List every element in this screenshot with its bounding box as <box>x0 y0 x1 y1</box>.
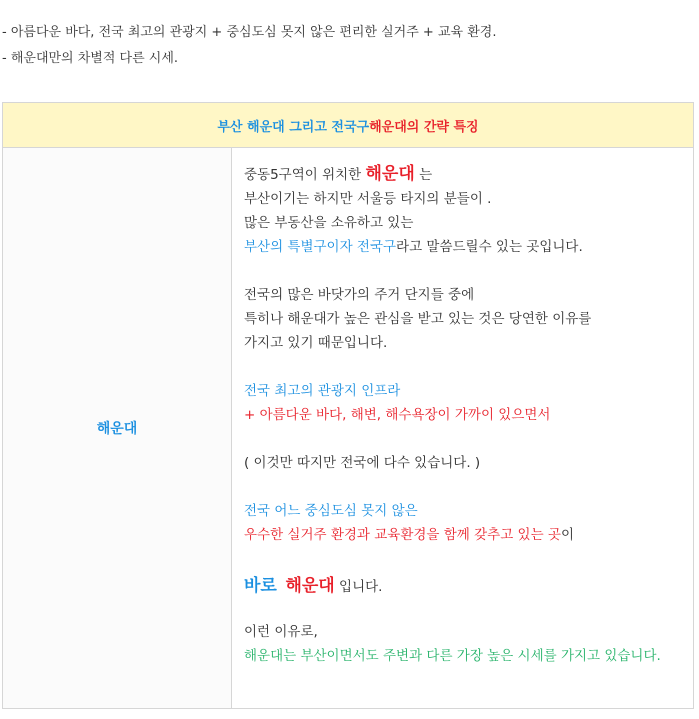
intro-text <box>2 20 496 72</box>
header-text-red: 해운대의 간략 특징 <box>369 119 479 135</box>
text-span: 이 <box>560 527 574 543</box>
header-text-blue: 부산 해운대 그리고 전국구 <box>217 119 370 135</box>
content-line: 전국 어느 중심도심 못지 않은 <box>244 503 418 519</box>
content-cell <box>232 148 693 708</box>
text-span-red: 우수한 실거주 환경과 교육환경을 함께 갖추고 있는 곳 <box>244 527 561 543</box>
highlight-haeundae: 해운대 <box>365 164 415 184</box>
content-line: 특히나 해운대가 높은 관심을 받고 있는 것은 당연한 이유를 <box>244 311 592 327</box>
content-line: 전국 최고의 관광지 인프라 <box>244 383 401 399</box>
content-line: 부산이기는 하지만 서울등 타지의 분들이 . <box>244 191 492 207</box>
content-line <box>244 571 681 602</box>
text-span: 라고 말씀드릴수 있는 곳입니다. <box>396 239 583 255</box>
content-line <box>244 162 681 187</box>
table-body <box>3 148 693 708</box>
text-span: 는 <box>419 167 433 183</box>
intro-line-1: - 아름다운 바다, 전국 최고의 관광지 + 중심도심 못지 않은 편리한 실거주 + 교육 환경. <box>2 25 497 40</box>
text-span: 입니다. <box>334 579 383 595</box>
text-span-blue: 부산의 특별구이자 전국구 <box>244 239 397 255</box>
table-header <box>3 103 693 148</box>
content-line: 전국의 많은 바닷가의 주거 단지들 중에 <box>244 287 475 303</box>
content-line: 이런 이유로, <box>244 624 318 640</box>
content-line: ( 이것만 따지만 전국에 다수 있습니다. ) <box>244 455 481 471</box>
highlight-baro: 바로 <box>244 576 277 596</box>
content-line: 많은 부동산을 소유하고 있는 <box>244 215 414 231</box>
row-label: 해운대 <box>96 421 138 437</box>
content-line <box>244 523 681 547</box>
content-line: + 아름다운 바다, 해변, 해수욕장이 가까이 있으면서 <box>244 407 551 423</box>
feature-table <box>2 102 694 709</box>
content-line: 가지고 있기 때문입니다. <box>244 335 388 351</box>
row-label-cell <box>3 148 232 708</box>
content-line: 해운대는 부산이면서도 주변과 다른 가장 높은 시세를 가지고 있습니다. <box>244 648 661 664</box>
content-line <box>244 235 681 259</box>
text-span: 중동5구역이 위치한 <box>244 167 366 183</box>
highlight-haeundae: 해운대 <box>285 576 335 596</box>
intro-line-2: - 해운대만의 차별적 다른 시세. <box>2 51 179 66</box>
